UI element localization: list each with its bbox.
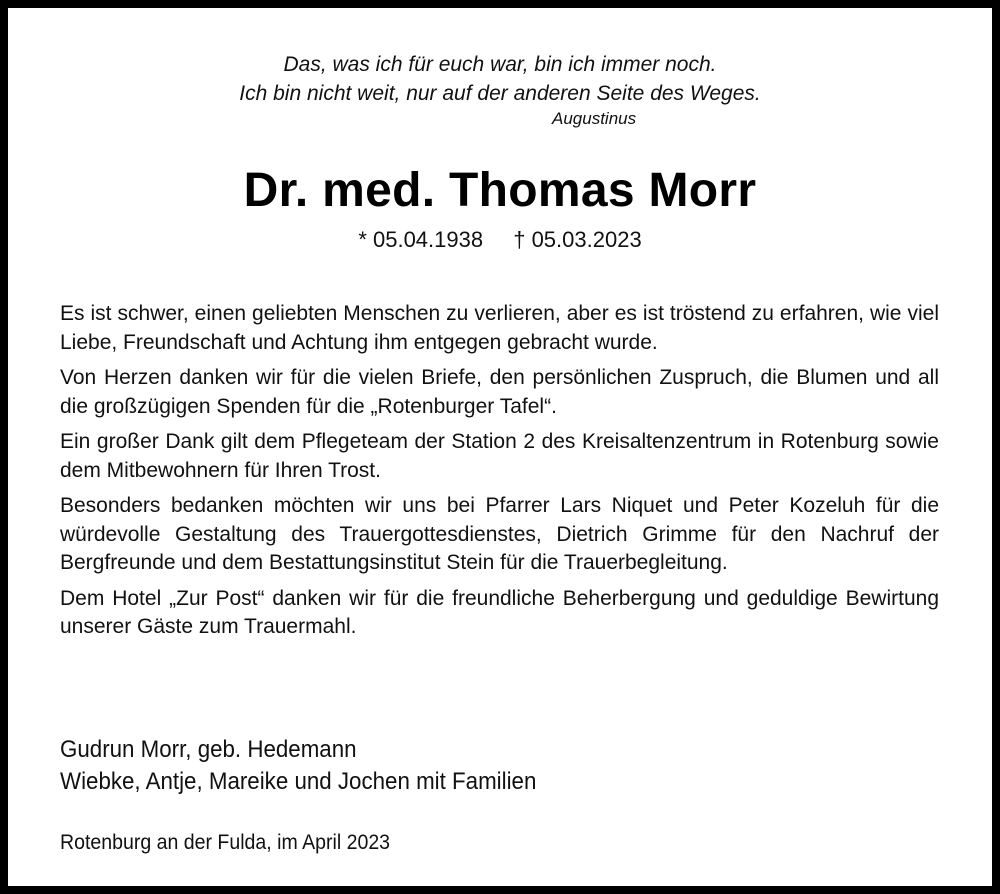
signers xyxy=(60,734,536,798)
paragraph: Dem Hotel „Zur Post“ danken wir für die freundliche Beherbergung und geduldige Bewirtung unserer Gäste zum Trauermahl. xyxy=(60,586,939,638)
paragraph: Es ist schwer, einen geliebten Menschen zu verlieren, aber es ist tröstend zu erfahren, wie viel Liebe, Freundschaft und Achtung ihm entgegen gebracht wurde. xyxy=(60,302,939,354)
paragraph: Besonders bedanken möchten wir uns bei Pfarrer Lars Niquet und Peter Kozeluh für die würdevolle Gestaltung des Trauergottesdienstes, Dietrich Grimme für den Nachruf der Bergfreunde und dem Bestattungsinstitut Stein für die Trauerbegleitung. xyxy=(60,494,939,574)
quote xyxy=(8,50,992,108)
quote-author: Augustinus xyxy=(552,109,637,128)
signer-line: Wiebke, Antje, Mareike und Jochen mit Familien xyxy=(60,768,537,795)
life-dates xyxy=(8,227,992,253)
place-date: Rotenburg an der Fulda, im April 2023 xyxy=(60,831,391,854)
deceased-name: Dr. med. Thomas Morr xyxy=(243,164,757,217)
birth-date: * 05.04.1938 xyxy=(358,227,484,252)
thanks-text xyxy=(60,300,939,649)
paragraph: Von Herzen danken wir für die vielen Briefe, den persönlichen Zuspruch, die Blumen und all die großzügigen Spenden für die „Rotenburger Tafel“. xyxy=(60,366,939,418)
death-date: † 05.03.2023 xyxy=(513,227,642,252)
quote-line: Das, was ich für euch war, bin ich immer noch. xyxy=(283,53,717,76)
signer-line: Gudrun Morr, geb. Hedemann xyxy=(60,736,357,763)
quote-line: Ich bin nicht weit, nur auf der anderen Seite des Weges. xyxy=(239,82,761,105)
paragraph: Ein großer Dank gilt dem Pflegeteam der Station 2 des Kreisaltenzentrum in Rotenburg sowie dem Mitbewohnern für Ihren Trost. xyxy=(60,430,939,482)
